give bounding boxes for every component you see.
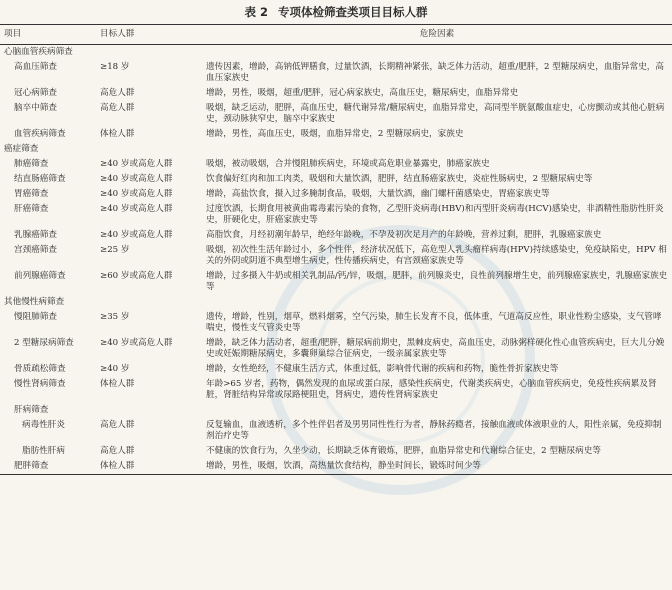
row-risk-factors — [202, 142, 672, 157]
row-item-name: 血管疾病筛查 — [14, 129, 66, 139]
row-item-name: 肥胖筛查 — [0, 459, 96, 475]
table-row — [0, 377, 672, 403]
row-target-group — [96, 142, 202, 157]
row-risk-factors: 增龄，高盐饮食，摄入过多腌制食品，吸烟，大量饮酒，幽门螺杆菌感染史，胃癌家族史等 — [206, 189, 550, 199]
table-row — [0, 86, 672, 101]
table-row — [0, 295, 672, 310]
row-item-name: 2 型糖尿病筛查 — [14, 338, 74, 348]
table-title — [0, 4, 672, 20]
header-risk: 危险因素 — [202, 25, 672, 45]
row-risk-factors: 增龄，男性，吸烟，饮酒，高热量饮食结构，静坐时间长，锻炼时间少等 — [202, 459, 672, 475]
header-target: 目标人群 — [96, 25, 202, 45]
row-risk-factors — [202, 295, 672, 310]
row-risk-factors: 增龄，男性，吸烟，超重/肥胖，冠心病家族史，高血压史，糖尿病史，血脂异常史 — [206, 88, 519, 98]
row-item-name: 其他慢性病筛查 — [4, 297, 65, 307]
row-item-name: 肝病筛查 — [14, 405, 49, 415]
table-row — [0, 101, 672, 127]
row-target-group — [96, 295, 202, 310]
table-row — [0, 202, 672, 228]
row-item-name: 癌症筛查 — [4, 144, 39, 154]
table-number: 表 2 — [244, 5, 268, 19]
row-target-group — [96, 45, 202, 61]
table-body — [0, 45, 672, 475]
row-item-name: 病毒性肝炎 — [22, 420, 65, 430]
row-target-group: ≥40 岁或高危人群 — [100, 189, 173, 199]
row-item-name: 骨质疏松筛查 — [14, 364, 66, 374]
row-target-group: 高危人群 — [100, 446, 135, 456]
table-row — [0, 336, 672, 362]
row-risk-factors: 增龄，女性绝经，不健康生活方式，体重过低，影响骨代谢的疾病和药物，脆性骨折家族史等 — [206, 364, 559, 374]
table-row — [0, 172, 672, 187]
table-row — [0, 459, 672, 475]
row-item-name: 脂肪性肝病 — [22, 446, 65, 456]
row-risk-factors: 遗传因素，增龄，高钠低钾膳食，过量饮酒，长期精神紧张，缺乏体力活动，超重/肥胖，2 型糖尿病史，血脂异常史，高血压家族史 — [206, 62, 664, 83]
table-row — [0, 418, 672, 444]
row-risk-factors: 高脂饮食，月经初潮年龄早，绝经年龄晚，不孕及初次足月产的年龄晚，营养过剩，肥胖，乳腺癌家族史 — [206, 230, 602, 240]
row-item-name: 脑卒中筛查 — [14, 103, 57, 113]
row-item-name: 高血压筛查 — [14, 62, 57, 72]
row-risk-factors: 不健康的饮食行为，久坐少动，长期缺乏体育锻炼，肥胖，血脂异常史和代谢综合征史，2 型糖尿病史等 — [206, 446, 601, 456]
row-risk-factors: 增龄，缺乏体力活动者，超重/肥胖，糖尿病前期史，黑棘皮病史，高血压史，动脉粥样硬化性心血管疾病史，巨大儿分娩史或妊娠期糖尿病史，多囊卵巢综合征病史，一级亲属家族史等 — [206, 338, 665, 359]
row-risk-factors: 增龄，过多摄入牛奶或相关乳制品/钙/锌，吸烟，肥胖，前列腺炎史，良性前列腺增生史，前列腺癌家族史，乳腺癌家族史等 — [206, 271, 668, 292]
row-risk-factors: 遗传，增龄，性别，烟草，燃料烟雾，空气污染，肺生长发育不良，低体重，气道高反应性，职业性粉尘感染，支气管哮喘史，慢性支气管炎史等 — [206, 312, 662, 333]
row-item-name: 心脑血管疾病筛查 — [4, 47, 73, 57]
table-row — [0, 157, 672, 172]
row-target-group: ≥18 岁 — [100, 62, 130, 72]
row-target-group: 高危人群 — [100, 88, 135, 98]
row-item-name: 肝癌筛查 — [14, 204, 49, 214]
table-row — [0, 403, 672, 418]
header-item: 项目 — [0, 25, 96, 45]
row-item-name: 结直肠癌筛查 — [14, 174, 66, 184]
row-risk-factors: 过度饮酒，长期食用被黄曲霉毒素污染的食物，乙型肝炎病毒(HBV)和丙型肝炎病毒(HCV)感染史，非酒精性脂肪性肝炎史，肝硬化史，肝癌家族史等 — [206, 204, 664, 225]
row-target-group: 体检人群 — [96, 459, 202, 475]
row-target-group: 高危人群 — [100, 420, 135, 430]
table-row — [0, 127, 672, 142]
row-target-group: ≥35 岁 — [100, 312, 130, 322]
table-row — [0, 310, 672, 336]
table-row — [0, 45, 672, 61]
table-row — [0, 362, 672, 377]
row-risk-factors: 吸烟，初次性生活年龄过小，多个性伴，经济状况低下，高危型人乳头瘤样病毒(HPV)持续感染史，免疫缺陷史，HPV 相关的外阴或阴道不典型增生病史，性传播疾病史，有宫颈癌家族史等 — [206, 245, 667, 266]
table-row — [0, 444, 672, 459]
table-row — [0, 60, 672, 86]
row-risk-factors — [202, 403, 672, 418]
row-target-group: 体检人群 — [100, 379, 135, 389]
header-row — [0, 25, 672, 45]
table-row — [0, 243, 672, 269]
row-item-name: 慢阻肺筛查 — [14, 312, 57, 322]
table-row — [0, 228, 672, 243]
row-item-name: 前列腺癌筛查 — [14, 271, 66, 281]
row-risk-factors: 增龄，男性，高血压史，吸烟，血脂异常史，2 型糖尿病史，家族史 — [206, 129, 464, 139]
row-target-group: ≥40 岁或高危人群 — [100, 204, 173, 214]
row-target-group: 体检人群 — [100, 129, 135, 139]
row-target-group: ≥40 岁或高危人群 — [100, 230, 173, 240]
screening-table — [0, 24, 672, 475]
row-target-group: 高危人群 — [100, 103, 135, 113]
row-target-group — [96, 403, 202, 418]
row-target-group: ≥40 岁或高危人群 — [100, 338, 173, 348]
row-target-group: ≥25 岁 — [100, 245, 130, 255]
row-item-name: 宫颈癌筛查 — [14, 245, 57, 255]
row-item-name: 乳腺癌筛查 — [14, 230, 57, 240]
table-row — [0, 187, 672, 202]
row-target-group: ≥40 岁 — [100, 364, 130, 374]
table-caption: 专项体检筛查类项目目标人群 — [278, 5, 428, 19]
row-risk-factors: 反复输血，血液透析，多个性伴侣者及男男同性性行为者，静脉药瘾者，接触血液或体液职业的人，阳性亲属，免疫抑制剂治疗史等 — [206, 420, 662, 441]
table-row — [0, 142, 672, 157]
row-risk-factors — [202, 45, 672, 61]
row-target-group: ≥40 岁或高危人群 — [100, 159, 173, 169]
row-risk-factors: 饮食偏好红肉和加工肉类，吸烟和大量饮酒，肥胖，结直肠癌家族史，炎症性肠病史，2 型糖尿病史等 — [206, 174, 593, 184]
row-item-name: 肺癌筛查 — [14, 159, 49, 169]
row-risk-factors: 年龄>65 岁者，药物，偶然发现的血尿或蛋白尿，感染性疾病史，代谢类疾病史，心脑血管疾病史，免疫性疾病累及肾脏，肾脏结构异常或尿路梗阻史，肾病史，遗传性肾病家族史 — [206, 379, 657, 400]
row-item-name: 冠心病筛查 — [14, 88, 57, 98]
row-risk-factors: 吸烟，被动吸烟，合并慢阻肺疾病史，环境或高危职业暴露史，肺癌家族史 — [206, 159, 490, 169]
row-target-group: ≥60 岁或高危人群 — [100, 271, 173, 281]
row-target-group: ≥40 岁或高危人群 — [100, 174, 173, 184]
row-item-name: 胃癌筛查 — [14, 189, 49, 199]
table-row — [0, 269, 672, 295]
row-risk-factors: 吸烟，缺乏运动，肥胖，高血压史，糖代谢异常/糖尿病史，血脂异常史，高同型半胱氨酸血症史，心房颤动或其他心脏病史，颈动脉狭窄史，脑卒中家族史 — [206, 103, 665, 124]
row-item-name: 慢性肾病筛查 — [14, 379, 66, 389]
